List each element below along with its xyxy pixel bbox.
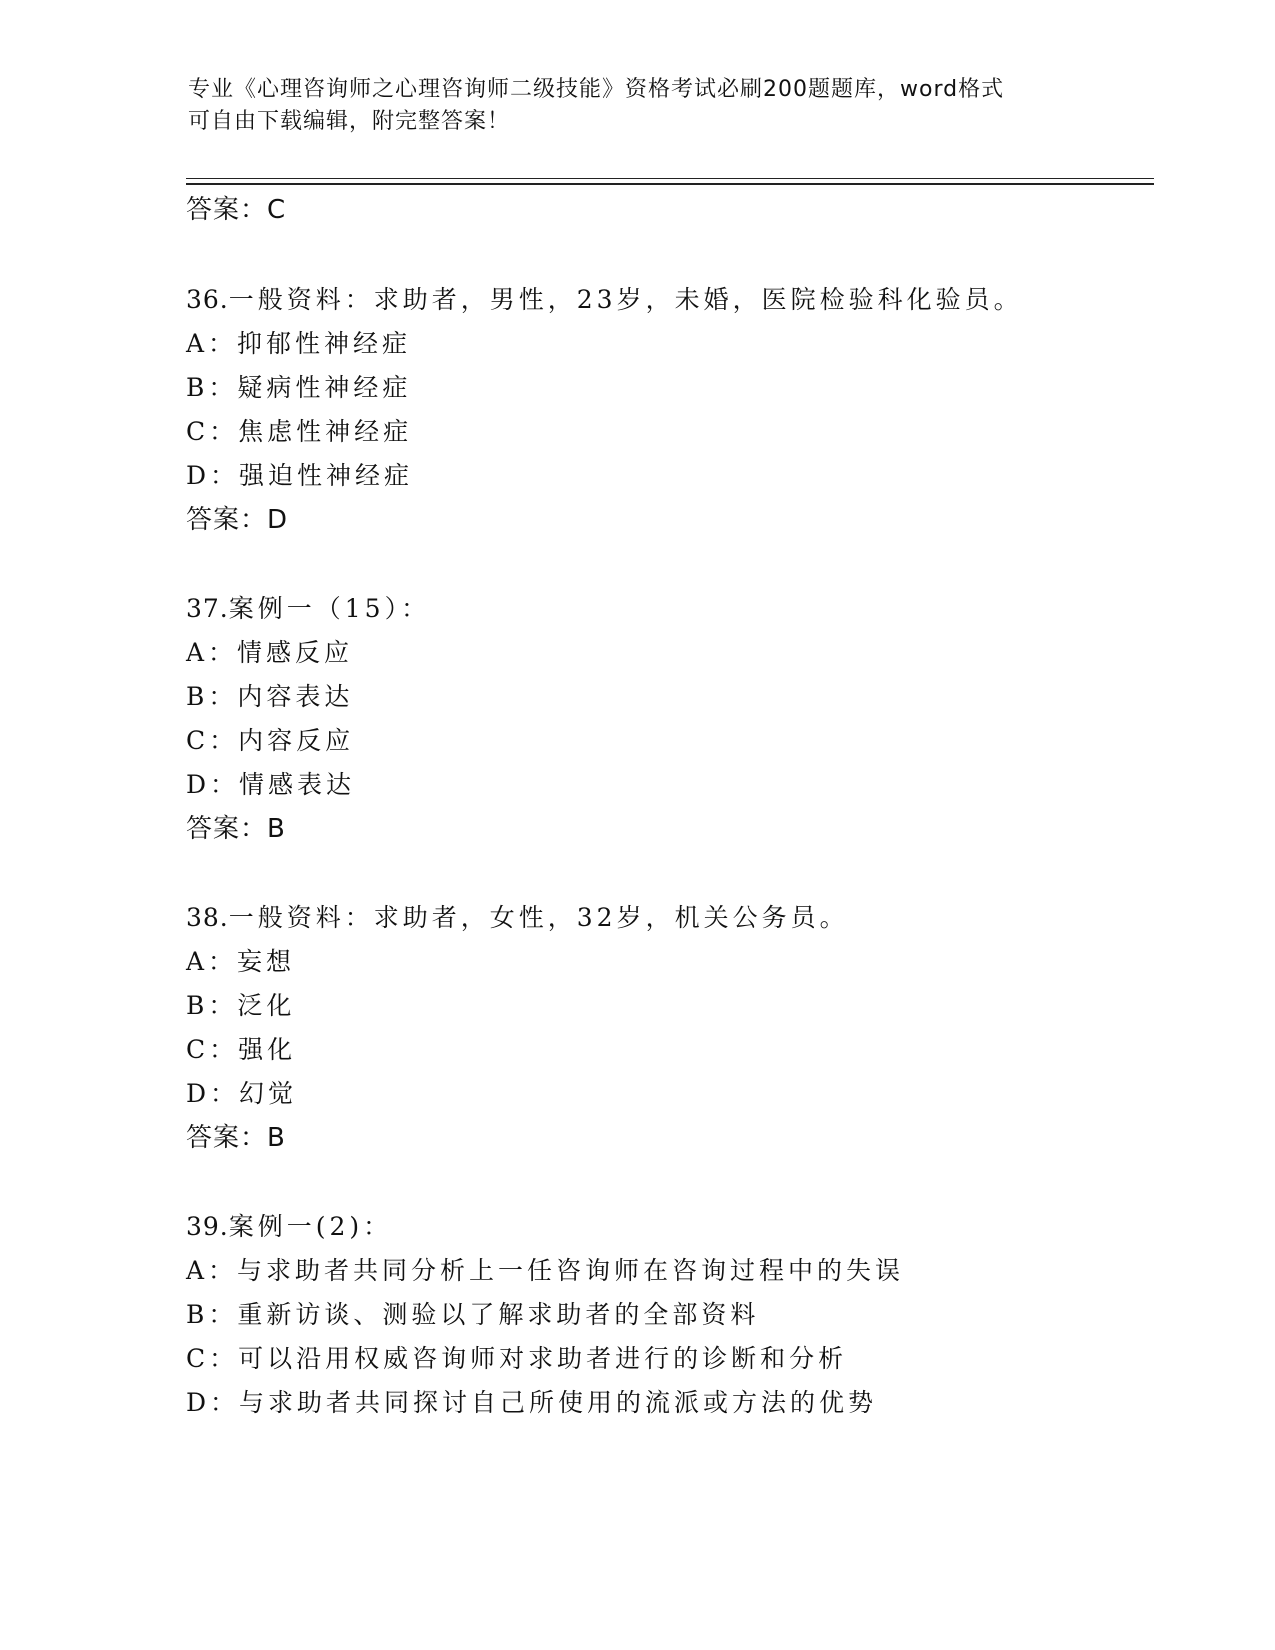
- answer-line: [186, 1121, 285, 1155]
- answer-label: 答案：: [186, 195, 268, 225]
- option-a: A：情感反应: [186, 638, 354, 667]
- question-text: 一般资料：求助者，女性，32岁，机关公务员。: [228, 903, 849, 932]
- option-a: A：与求助者共同分析上一任咨询师在咨询过程中的失误: [186, 1256, 905, 1285]
- answer-value: D: [267, 505, 288, 535]
- header-line-1: 专业《心理咨询师之心理咨询师二级技能》资格考试必刷200题题库，word格式: [188, 77, 1005, 102]
- option-d: D：强迫性神经症: [186, 461, 414, 490]
- header-divider-thick: [186, 183, 1154, 185]
- option-c: C：强化: [186, 1035, 297, 1064]
- option-c: C：焦虑性神经症: [186, 417, 413, 446]
- question-number: 39.: [186, 1212, 229, 1241]
- answer-label: 答案：: [186, 814, 268, 844]
- option-b: B：重新访谈、测验以了解求助者的全部资料: [186, 1300, 760, 1329]
- question-number: 37.: [186, 594, 229, 623]
- answer-value: B: [267, 1123, 285, 1153]
- question-number: 36.: [186, 285, 229, 314]
- header-line-2: 可自由下载编辑，附完整答案！: [188, 109, 511, 134]
- option-d: D：幻觉: [186, 1079, 298, 1108]
- option-d: D：情感表达: [186, 770, 356, 799]
- option-b: B：泛化: [186, 991, 296, 1020]
- answer-line: [186, 503, 287, 537]
- document-header: [188, 74, 1068, 138]
- answer-label: 答案：: [186, 1123, 268, 1153]
- answer-line: [186, 812, 285, 846]
- option-a: A：抑郁性神经症: [186, 329, 412, 358]
- answer-value: B: [267, 814, 285, 844]
- option-b: B：疑病性神经症: [186, 373, 412, 402]
- question-36: [186, 283, 1023, 317]
- answer-value: C: [267, 195, 286, 225]
- question-number: 38.: [186, 903, 229, 932]
- option-c: C：内容反应: [186, 726, 355, 755]
- question-text: 一般资料：求助者，男性，23岁，未婚，医院检验科化验员。: [228, 285, 1023, 314]
- question-text: 案例一(2)：: [228, 1212, 393, 1241]
- question-38: [186, 901, 849, 935]
- option-c: C：可以沿用权威咨询师对求助者进行的诊断和分析: [186, 1344, 848, 1373]
- header-divider: [186, 178, 1154, 179]
- question-39: [186, 1210, 392, 1244]
- option-a: A：妄想: [186, 947, 296, 976]
- question-37: [186, 592, 430, 626]
- answer-line: [186, 193, 285, 227]
- option-b: B：内容表达: [186, 682, 354, 711]
- option-d: D：与求助者共同探讨自己所使用的流派或方法的优势: [186, 1388, 878, 1417]
- answer-label: 答案：: [186, 505, 268, 535]
- question-text: 案例一（15）：: [228, 594, 431, 623]
